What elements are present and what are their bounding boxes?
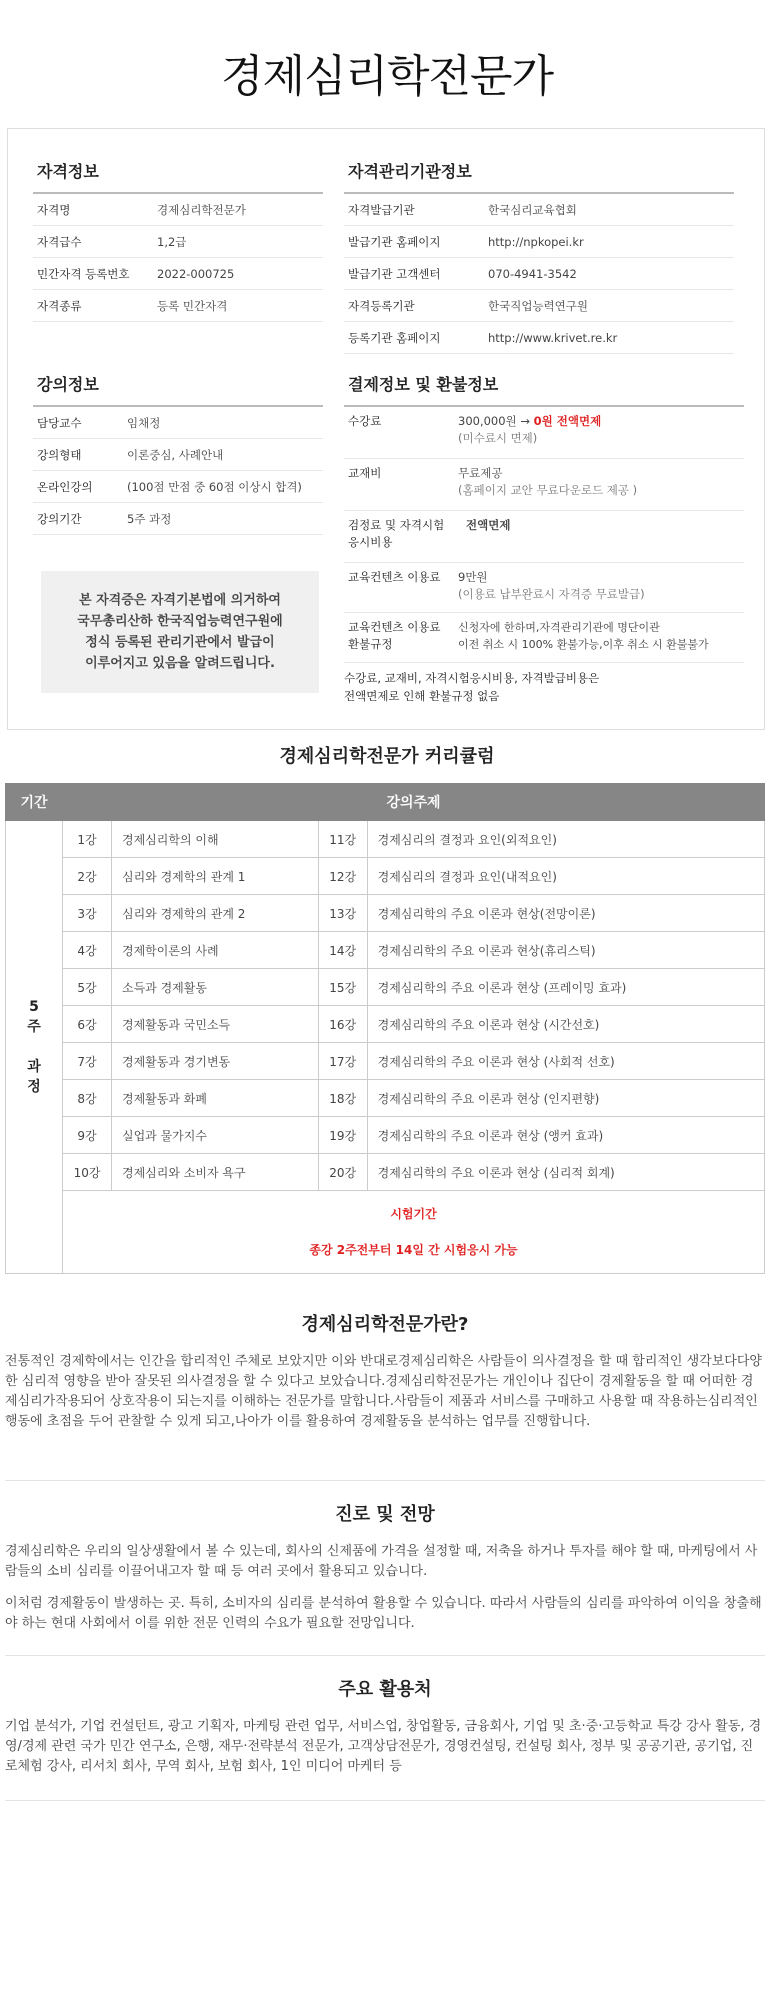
about-heading: 경제심리학전문가란? (301, 1314, 469, 1335)
lesson-number: 15강 (318, 969, 367, 1006)
lecture-row (33, 503, 323, 535)
org-info-heading: 자격관리기관정보 (344, 159, 734, 194)
refund-key (344, 619, 458, 653)
lesson-title: 경제심리학의 이해 (112, 821, 319, 858)
content-fee-key: 교육컨텐츠 이용료 (348, 570, 441, 584)
qual-value: 2022-000725 (157, 266, 235, 281)
org-info-section (344, 159, 734, 354)
usage-heading: 주요 활용처 (338, 1679, 432, 1700)
fee-sub: (미수료시 면제) (458, 431, 538, 445)
registry-homepage-link[interactable]: http://www.krivet.re.kr (488, 330, 618, 345)
fee-original: 300,000원 → (458, 414, 534, 428)
table-row (6, 1154, 765, 1191)
period-unit: 주 (27, 1019, 41, 1035)
usage-body: 기업 분석가, 기업 컨설턴트, 광고 기획자, 마케팅 관련 업무, 서비스업, 창업활동, 금융회사, 기업 및 초·중·고등학교 특강 강사 활동, 경영/경제 관련 국가 민간 연구소, 은행, 재무·전략분석 전문가, 고객상담전문가, 경영컨설팅, 컨설팅 회사, 정부 및 공공기관, 공기업, 진로체험 강사, 리서치 회사, 무역 회사, 보험 회사, 1인 미디어 마케터 등 (5, 1719, 762, 1774)
curriculum-header-row (6, 784, 765, 821)
notice-line: 본 자격증은 자격기본법에 의거하여 (79, 593, 281, 608)
lesson-number: 11강 (318, 821, 367, 858)
material-value (458, 465, 637, 499)
lecture-value: 5주 과정 (127, 511, 172, 526)
exam-fee-value: 전액면제 (466, 518, 511, 532)
col-topic-header: 강의주제 (63, 784, 765, 821)
lesson-title: 경제학이론의 사례 (112, 932, 319, 969)
refund-key-1: 교육컨텐츠 이용료 (348, 620, 441, 634)
lesson-title: 경제심리와 소비자 욕구 (112, 1154, 319, 1191)
qual-value: 등록 민간자격 (157, 298, 228, 313)
exam-fee-key-1: 검정료 및 자격시험 (348, 518, 445, 532)
material-row (344, 459, 744, 511)
lesson-number: 12강 (318, 858, 367, 895)
lecture-info-heading: 강의정보 (33, 372, 323, 407)
lesson-title: 경제심리학의 주요 이론과 현상 (사회적 선호) (367, 1043, 764, 1080)
table-row (6, 858, 765, 895)
exam-fee-row (344, 511, 744, 563)
footnote-line: 수강료, 교재비, 자격시험응시비용, 자격발급비용은 (344, 671, 600, 685)
refund-line-1: 신청자에 한하며,자격관리기관에 명단이관 (458, 621, 660, 634)
lesson-number: 19강 (318, 1117, 367, 1154)
lesson-title: 경제심리의 결정과 요인(외적요인) (367, 821, 764, 858)
notice-line: 정식 등록된 관리기관에서 발급이 (85, 635, 275, 650)
material-sub: (홈페이지 교안 무료다운로드 제공 ) (458, 483, 638, 497)
refund-line-2: 이전 취소 시 100% 환불가능,이후 취소 시 환불불가 (458, 638, 709, 651)
material-key: 교재비 (348, 466, 382, 480)
lesson-title: 경제활동과 화폐 (112, 1080, 319, 1117)
qual-value: 경제심리학전문가 (157, 202, 246, 217)
org-key: 발급기관 홈페이지 (348, 234, 441, 249)
career-paragraph-1: 경제심리학은 우리의 일상생활에서 볼 수 있는데, 회사의 신제품에 가격을 설정할 때, 저축을 하거나 투자를 해야 할 때, 마케팅에서 사람들의 소비 심리를 이끌어내고자 할 때 등 여러 곳에서 활용되고 있습니다. (5, 1544, 758, 1579)
lesson-title: 경제심리학의 주요 이론과 현상 (앵커 효과) (367, 1117, 764, 1154)
qual-value: 1,2급 (157, 234, 187, 249)
exam-fee-key-2: 응시비용 (348, 535, 393, 549)
table-row (6, 969, 765, 1006)
qual-row (33, 258, 323, 290)
org-key: 발급기관 고객센터 (348, 266, 441, 281)
refund-value (458, 619, 709, 653)
content-fee-row (344, 563, 744, 613)
lecture-row (33, 471, 323, 503)
curriculum-table (5, 783, 765, 1274)
lesson-title: 심리와 경제학의 관계 2 (112, 895, 319, 932)
refund-row (344, 613, 744, 663)
qual-key: 자격명 (37, 202, 71, 217)
qual-key: 자격급수 (37, 234, 82, 249)
lesson-number: 14강 (318, 932, 367, 969)
lesson-number: 10강 (63, 1154, 112, 1191)
org-row (344, 322, 734, 354)
qual-row (33, 194, 323, 226)
table-row (6, 1006, 765, 1043)
career-paragraph-2: 이처럼 경제활동이 발생하는 곳. 특히, 소비자의 심리를 분석하여 활용할 수 있습니다. 따라서 사람들의 심리를 파악하여 이익을 창출해야 하는 현대 사회에서 이를 위한 전문 인력의 수요가 필요할 전망입니다. (5, 1596, 762, 1631)
lesson-number: 8강 (63, 1080, 112, 1117)
lesson-number: 5강 (63, 969, 112, 1006)
org-value: 한국직업능력연구원 (488, 298, 588, 313)
qual-row (33, 290, 323, 322)
org-key: 등록기관 홈페이지 (348, 330, 441, 345)
lesson-number: 16강 (318, 1006, 367, 1043)
lesson-number: 7강 (63, 1043, 112, 1080)
lesson-title: 경제활동과 경기변동 (112, 1043, 319, 1080)
fee-row (344, 407, 744, 459)
exam-period-cell (63, 1191, 765, 1274)
exam-desc: 종강 2주전부터 14일 간 시험응시 가능 (309, 1243, 518, 1257)
lesson-title: 경제심리학의 주요 이론과 현상 (프레이밍 효과) (367, 969, 764, 1006)
lecture-value: (100점 만점 중 60점 이상시 합격) (127, 479, 302, 494)
content-fee-main: 9만원 (458, 570, 488, 584)
divider (5, 1655, 765, 1656)
lecture-key: 온라인강의 (37, 479, 93, 494)
qual-info-heading: 자격정보 (33, 159, 323, 194)
exam-title: 시험기간 (390, 1207, 437, 1221)
footnote-line: 전액면제로 인해 환불규정 없음 (344, 689, 500, 703)
refund-key-2: 환불규정 (348, 637, 393, 651)
period-weeks: 5 (29, 999, 39, 1015)
divider (5, 1800, 765, 1801)
notice-line: 이루어지고 있음을 알려드립니다. (85, 656, 275, 671)
about-body: 전통적인 경제학에서는 인간을 합리적인 주체로 보았지만 이와 반대로경제심리학은 사람들이 의사결정을 할 때 합리적인 생각보다다양한 심리적 영향을 받아 잘못된 의사결정을 할 수 있다고 보았습니다.경제심리학전문가는 개인이나 집단이 경제활동을 할 때 어떠한 경제심리가작용되어 상호작용이 되는지를 이해하는 전문가를 말합니다.사람들이 제품과 서비스를 구매하고 사용할 때 작용하는심리적인 행동에 초점을 두어 관찰할 수 있게 되고,나아가 이를 활용하여 경제활동을 분석하는 업무를 진행합니다. (5, 1354, 762, 1429)
qual-row (33, 226, 323, 258)
lesson-title: 경제활동과 국민소득 (112, 1006, 319, 1043)
table-row (6, 895, 765, 932)
career-section (5, 1500, 765, 1646)
lecture-key: 담당교수 (37, 415, 82, 430)
table-row (6, 932, 765, 969)
table-row (6, 1117, 765, 1154)
payment-info-heading: 결제정보 및 환불정보 (344, 372, 744, 407)
qual-key: 자격종류 (37, 298, 82, 313)
lesson-number: 18강 (318, 1080, 367, 1117)
table-row (6, 1043, 765, 1080)
period-course-1: 과 (27, 1059, 41, 1075)
career-heading: 진로 및 전망 (335, 1504, 435, 1525)
lesson-title: 소득과 경제활동 (112, 969, 319, 1006)
notice-box (41, 571, 319, 693)
lecture-value: 임채정 (127, 415, 161, 430)
lesson-title: 경제심리학의 주요 이론과 현상 (심리적 회계) (367, 1154, 764, 1191)
lesson-title: 경제심리학의 주요 이론과 현상 (인지편향) (367, 1080, 764, 1117)
lesson-number: 1강 (63, 821, 112, 858)
exam-row (6, 1191, 765, 1274)
qual-info-section (33, 159, 323, 322)
lecture-row (33, 407, 323, 439)
lesson-number: 13강 (318, 895, 367, 932)
lesson-number: 6강 (63, 1006, 112, 1043)
content-fee-sub: (이용료 납부완료시 자격증 무료발급) (458, 587, 645, 601)
org-row (344, 258, 734, 290)
payment-info-section (344, 372, 744, 705)
lesson-number: 3강 (63, 895, 112, 932)
notice-line: 국무총리산하 한국직업능력연구원에 (77, 614, 283, 629)
org-value: 070-4941-3542 (488, 266, 577, 281)
lesson-title: 심리와 경제학의 관계 1 (112, 858, 319, 895)
col-period-header: 기간 (6, 784, 63, 821)
lesson-number: 20강 (318, 1154, 367, 1191)
material-main: 무료제공 (458, 466, 503, 480)
lecture-key: 강의형태 (37, 447, 82, 462)
lecture-key: 강의기간 (37, 511, 82, 526)
table-row (6, 1080, 765, 1117)
table-row (6, 821, 765, 858)
exam-fee-key (344, 517, 458, 551)
org-key: 자격등록기관 (348, 298, 415, 313)
lesson-number: 4강 (63, 932, 112, 969)
org-row (344, 290, 734, 322)
org-key: 자격발급기관 (348, 202, 415, 217)
org-row (344, 226, 734, 258)
lecture-row (33, 439, 323, 471)
lesson-title: 경제심리의 결정과 요인(내적요인) (367, 858, 764, 895)
org-value: 한국심리교육협회 (488, 202, 577, 217)
fee-value (458, 413, 601, 447)
info-box (7, 128, 765, 730)
lecture-info-section (33, 372, 323, 535)
lesson-title: 경제심리학의 주요 이론과 현상(전망이론) (367, 895, 764, 932)
period-cell (6, 821, 63, 1274)
fee-free: 0원 전액면제 (533, 414, 602, 428)
lesson-title: 경제심리학의 주요 이론과 현상 (시간선호) (367, 1006, 764, 1043)
period-course-2: 정 (27, 1079, 41, 1095)
page-title: 경제심리학전문가 (220, 51, 554, 102)
refund-footnote (344, 663, 744, 705)
content-fee-value (458, 569, 645, 603)
lecture-value: 이론중심, 사례안내 (127, 447, 224, 462)
about-section (5, 1310, 765, 1444)
fee-key: 수강료 (348, 414, 382, 428)
curriculum-title: 경제심리학전문가 커리큘럼 (279, 746, 495, 767)
lesson-number: 9강 (63, 1117, 112, 1154)
lesson-title: 경제심리학의 주요 이론과 현상(휴리스틱) (367, 932, 764, 969)
lesson-number: 17강 (318, 1043, 367, 1080)
org-homepage-link[interactable]: http://npkopei.kr (488, 234, 584, 249)
lesson-title: 실업과 물가지수 (112, 1117, 319, 1154)
org-row (344, 194, 734, 226)
lesson-number: 2강 (63, 858, 112, 895)
usage-section (5, 1675, 765, 1789)
divider (5, 1480, 765, 1481)
qual-key: 민간자격 등록번호 (37, 266, 130, 281)
